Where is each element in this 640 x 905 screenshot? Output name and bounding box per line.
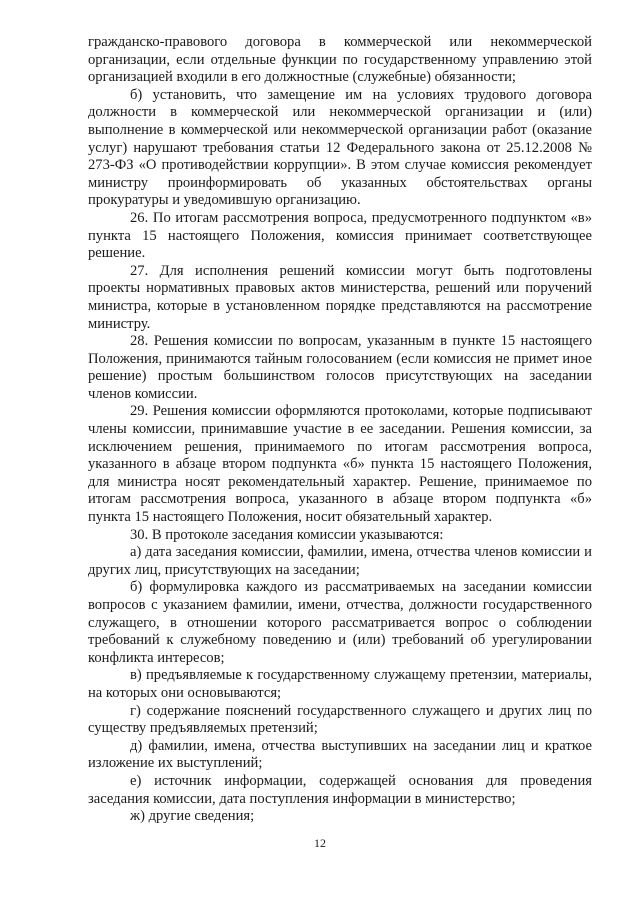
page-number: 12 [314, 836, 326, 850]
paragraph-item-28: 28. Решения комиссии по вопросам, указанным в пункте 15 настоящего Положения, принимаются тайным голосованием (если комиссия не примет иное решение) простым большинством голосов присутствующих на заседании членов комиссии. [88, 333, 592, 402]
paragraph-item-26: 26. По итогам рассмотрения вопроса, предусмотренного подпунктом «в» пункта 15 настоящего Положения, комиссия принимает соответствующее решение. [88, 209, 592, 262]
paragraph-item-29: 29. Решения комиссии оформляются протоколами, которые подписывают члены комиссии, принимавшие участие в ее заседании. Решения комиссии, за исключением решения, принимаемого по итогам рассмотрения вопроса, указанного в абзаце втором подпункта «б» пункта 15 настоящего Положения, для министра носят рекомендательный характер. Решение, принимаемое по итогам рассмотрения вопроса, указанного в абзаце втором подпункта «б» пункта 15 настоящего Положения, носит обязательный характер. [88, 403, 592, 526]
paragraph-subitem-zh: ж) другие сведения; [130, 808, 255, 825]
paragraph-subitem-a: а) дата заседания комиссии, фамилии, имена, отчества членов комиссии и других лиц, присутствующих на заседании; [88, 544, 592, 578]
paragraph-subitem-d: д) фамилии, имена, отчества выступивших на заседании лиц и краткое изложение их выступлений; [88, 737, 592, 772]
paragraph-subitem-b-establish: б) установить, что замещение им на условиях трудового договора должности в коммерческой или некоммерческой организации и (или) выполнение в коммерческой или некоммерческой организации работ (оказание услуг) нарушают требования статьи 12 Федерального закона от 25.12.2008 № 273-ФЗ «О противодействии коррупции». В этом случае комиссия рекомендует министру проинформировать об указанных обстоятельствах органы прокуратуры и уведомившую организацию. [88, 86, 592, 209]
paragraph-item-30: 30. В протоколе заседания комиссии указываются: [130, 526, 444, 543]
document-body [88, 34, 592, 826]
paragraph-subitem-b: б) формулировка каждого из рассматриваемых на заседании комиссии вопросов с указанием фамилии, имени, отчества, должности государственного служащего, в отношении которого рассматривается вопрос о соблюдении требований к служебному поведению и (или) требований об урегулировании конфликта интересов; [88, 579, 592, 666]
paragraph-subitem-e: е) источник информации, содержащей основания для проведения заседания комиссии, дата поступления информации в министерство; [88, 772, 592, 807]
paragraph-subitem-v: в) предъявляемые к государственному служащему претензии, материалы, на которых они основываются; [88, 667, 592, 701]
paragraph-continuation: гражданско-правового договора в коммерческой или некоммерческой организации, если отдельные функции по государственному управлению этой организацией входили в его должностные (служебные) обязанности; [88, 34, 592, 86]
paragraph-subitem-g: г) содержание пояснений государственного служащего и других лиц по существу предъявляемых претензий; [88, 702, 592, 737]
paragraph-item-27: 27. Для исполнения решений комиссии могут быть подготовлены проекты нормативных правовых актов министерства, решений или поручений министра, которые в установленном порядке представляются на рассмотрение министру. [88, 262, 592, 332]
